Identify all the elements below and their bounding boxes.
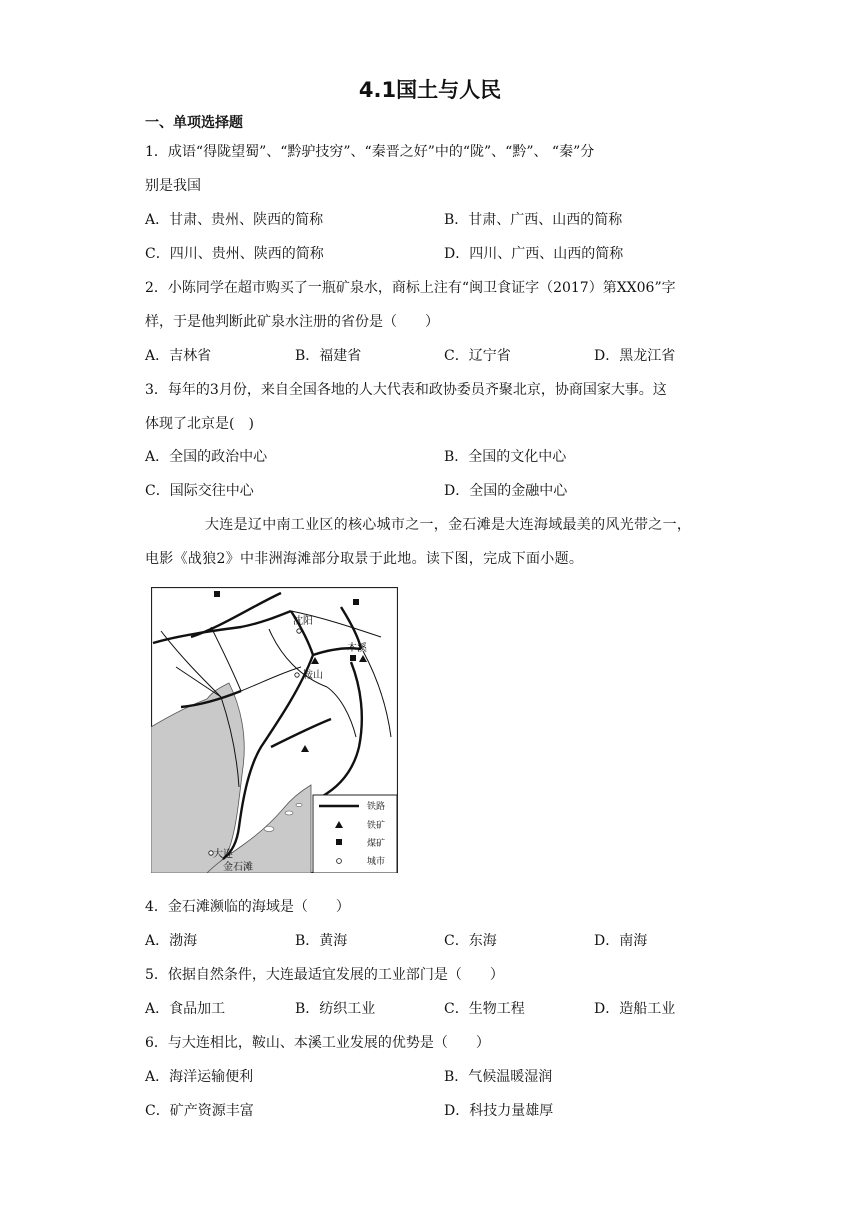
coal-mine-icon bbox=[214, 591, 220, 597]
question-2-text-line-1: 2．小陈同学在超市购买了一瓶矿泉水，商标上注有“闽卫食证字（2017）第XX06”字 bbox=[145, 280, 676, 296]
label-jinshitan: 金石滩 bbox=[223, 862, 253, 873]
question-5-option-d: D．造船工业 bbox=[594, 1001, 676, 1017]
question-2-option-a: A．吉林省 bbox=[145, 348, 212, 364]
question-4-option-c: C．东海 bbox=[444, 933, 497, 949]
question-4-option-b: B．黄海 bbox=[295, 933, 348, 949]
question-1-text-line-1: 1．成语“得陇望蜀”、“黔驴技穷”、“秦晋之好”中的“陇”、“黔”、 “秦”分 bbox=[145, 144, 595, 160]
legend-iron: 铁矿 bbox=[367, 821, 386, 831]
question-3-option-d: D．全国的金融中心 bbox=[444, 483, 568, 499]
map-legend bbox=[313, 795, 397, 873]
question-4-text: 4．金石滩濒临的海域是（ ） bbox=[145, 899, 350, 915]
question-6-option-a: A．海洋运输便利 bbox=[145, 1069, 254, 1085]
question-2-option-c: C．辽宁省 bbox=[444, 348, 511, 364]
city-anshan-icon bbox=[295, 673, 299, 677]
question-5-option-b: B．纺织工业 bbox=[295, 1001, 376, 1017]
question-3-option-c: C．国际交往中心 bbox=[145, 483, 254, 499]
question-2-option-b: B．福建省 bbox=[295, 348, 362, 364]
question-3-option-a: A．全国的政治中心 bbox=[145, 449, 268, 465]
question-3-text-line-2: 体现了北京是( ) bbox=[145, 416, 254, 432]
question-6-option-d: D．科技力量雄厚 bbox=[444, 1103, 554, 1119]
question-1-option-c: C．四川、贵州、陕西的简称 bbox=[145, 246, 324, 262]
question-1-option-d: D．四川、广西、山西的简称 bbox=[444, 246, 624, 262]
label-anshan: 鞍山 bbox=[303, 670, 323, 681]
legend-city: 城市 bbox=[367, 857, 386, 867]
city-shenyang-icon bbox=[297, 629, 301, 633]
question-1-option-a: A．甘肃、贵州、陕西的简称 bbox=[145, 212, 324, 228]
label-shenyang: 沈阳 bbox=[293, 616, 313, 627]
legend-coal-icon bbox=[336, 839, 342, 845]
section-heading: 一、单项选择题 bbox=[145, 115, 243, 131]
question-4-option-a: A．渤海 bbox=[145, 933, 198, 949]
question-3-option-b: B．全国的文化中心 bbox=[444, 449, 567, 465]
question-5-option-c: C．生物工程 bbox=[444, 1001, 525, 1017]
legend-coal: 煤矿 bbox=[367, 839, 386, 849]
question-1-text-line-2: 别是我国 bbox=[145, 178, 201, 194]
question-6-option-c: C．矿产资源丰富 bbox=[145, 1103, 254, 1119]
legend-city-icon bbox=[337, 859, 342, 864]
question-6-text: 6．与大连相比，鞍山、本溪工业发展的优势是（ ） bbox=[145, 1035, 490, 1051]
liaodong-map bbox=[151, 587, 398, 873]
passage-line-2: 电影《战狼2》中非洲海滩部分取景于此地。读下图，完成下面小题。 bbox=[145, 551, 584, 567]
label-dalian: 大连 bbox=[213, 849, 233, 860]
question-5-option-a: A．食品加工 bbox=[145, 1001, 226, 1017]
question-3-text-line-1: 3．每年的3月份，来自全国各地的人大代表和政协委员齐聚北京，协商国家大事。这 bbox=[145, 382, 667, 398]
legend-railway: 铁路 bbox=[367, 802, 386, 812]
question-4-option-d: D．南海 bbox=[594, 933, 648, 949]
question-6-option-b: B．气候温暖湿润 bbox=[444, 1069, 553, 1085]
question-5-text: 5．依据自然条件，大连最适宜发展的工业部门是（ ） bbox=[145, 967, 504, 983]
question-1-option-b: B．甘肃、广西、山西的简称 bbox=[444, 212, 623, 228]
page-title: 4.1国土与人民 bbox=[358, 78, 502, 102]
passage-line-1: 大连是辽中南工业区的核心城市之一，金石滩是大连海域最美的风光带之一， bbox=[205, 517, 692, 533]
label-benxi: 本溪 bbox=[347, 643, 367, 654]
coal-mine-icon bbox=[350, 655, 356, 661]
island bbox=[296, 803, 302, 806]
island bbox=[285, 811, 293, 815]
coal-mine-icon bbox=[353, 599, 359, 605]
question-2-text-line-2: 样，于是他判断此矿泉水注册的省份是（ ） bbox=[145, 314, 439, 330]
question-2-option-d: D．黑龙江省 bbox=[594, 348, 676, 364]
island bbox=[264, 827, 274, 832]
